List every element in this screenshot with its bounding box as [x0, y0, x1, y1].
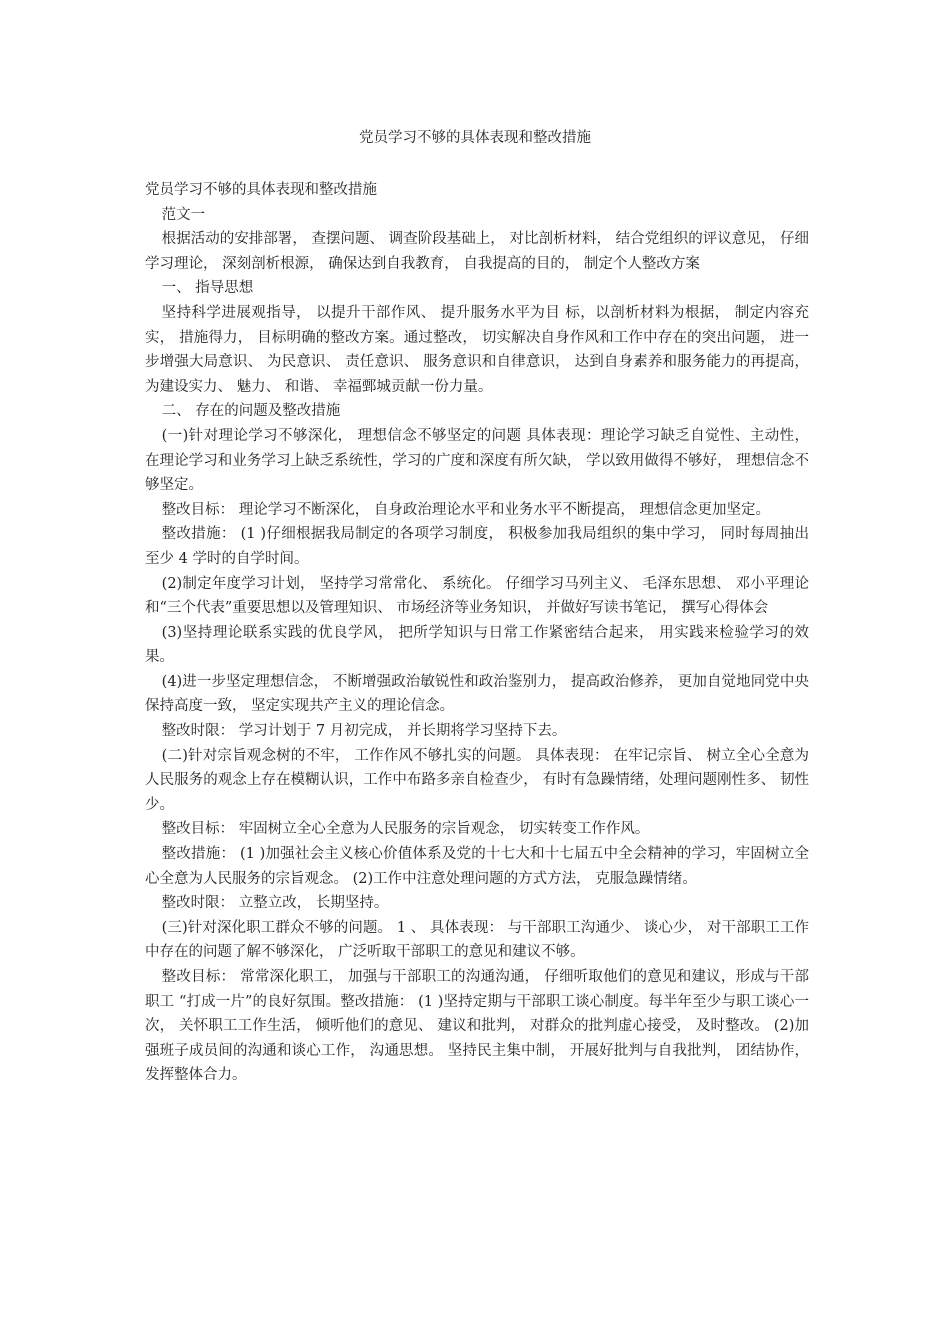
paragraph-goal-measure-3: 整改目标： 常常深化职工， 加强与干部职工的沟通沟通， 仔细听取他们的意见和建议，形成与干部职工 “打成一片”的良好氛围。整改措施： (1 )坚持定期与干部职工谈心制度。每半年至少与职工谈心一次， 关怀职工工作生活， 倾听他们的意见、 建议和批判， 对群众的批判虚心接受， 及时整改。 (2)加强班子成员间的沟通和谈心工作， 沟通思想。 坚持民主集中制， 开展好批判与自我批判， 团结协作，发挥整体合力。 — [145, 969, 809, 1084]
paragraph-measure-1-3: (3)坚持理论联系实践的优良学风， 把所学知识与日常工作紧密结合起来， 用实践来检验学习的效果。 — [145, 624, 809, 666]
paragraph-measure-1-2: (2)制定年度学习计划， 坚持学习常常化、 系统化。 仔细学习马列主义、 毛泽东思想、 邓小平理论和“三个代表”重要思想以及管理知识、 市场经济等业务知识， 并做好写读书笔记， 撰写心得体会 — [145, 575, 809, 617]
paragraph-problem-3: (三)针对深化职工群众不够的问题。 1 、 具体表现： 与干部职工沟通少、 谈心少， 对干部职工工作中存在的问题了解不够深化， 广泛听取干部职工的意见和建议不够。 — [145, 919, 809, 961]
document-subtitle: 党员学习不够的具体表现和整改措施 — [145, 182, 377, 198]
document-title: 党员学习不够的具体表现和整改措施 — [359, 130, 591, 146]
paragraph-goal-1: 整改目标： 理论学习不断深化， 自身政治理论水平和业务水平不断提高， 理想信念更加坚定。 — [161, 501, 770, 518]
paragraph-sample-label: 范文一 — [161, 206, 206, 223]
section-heading-guiding-thought: 一、 指导思想 — [161, 280, 254, 297]
paragraph-problem-1: (一)针对理论学习不够深化， 理想信念不够坚定的问题 具体表现：理论学习缺乏自觉性、主动性， 在理论学习和业务学习上缺乏系统性，学习的广度和深度有所欠缺， 学以致用做得不够好， 理想信念不够坚定。 — [145, 427, 809, 494]
paragraph-deadline-2: 整改时限： 立整立改， 长期坚持。 — [161, 895, 389, 912]
paragraph-measure-1-4: (4)进一步坚定理想信念， 不断增强政治敏锐性和政治鉴别力， 提高政治修养， 更加自觉地同党中央保持高度一致， 坚定实现共产主义的理论信念。 — [145, 673, 809, 715]
document-body — [145, 178, 809, 1088]
section-heading-problems: 二、 存在的问题及整改措施 — [161, 403, 341, 420]
paragraph-goal-2: 整改目标： 牢固树立全心全意为人民服务的宗旨观念， 切实转变工作作风。 — [161, 821, 650, 838]
paragraph-measure-2: 整改措施： (1 )加强社会主义核心价值体系及党的十七大和十七届五中全会精神的学习，牢固树立全心全意为人民服务的宗旨观念。 (2)工作中注意处理问题的方式方法， 克服急躁情绪。 — [145, 846, 809, 887]
paragraph-problem-2: (二)针对宗旨观念树的不牢， 工作作风不够扎实的问题。 具体表现： 在牢记宗旨、 树立全心全意为人民服务的观念上存在模糊认识，工作中布路多亲自检查少， 有时有急躁情绪，处理问题刚性多、 韧性少。 — [145, 747, 809, 813]
paragraph-guiding-thought: 坚持科学进展观指导， 以提升干部作风、 提升服务水平为目 标，以剖析材料为根据， 制定内容充实， 措施得力， 目标明确的整改方案。通过整改， 切实解决自身作风和工作中存在的突出问题， 进一步增强大局意识、 为民意识、 责任意识、 服务意识和自律意识， 达到自身素养和服务能力的再提高， 为建设实力、 魅力、 和谐、 幸福鄄城贡献一份力量。 — [145, 304, 809, 395]
paragraph-measure-1-1: 整改措施： (1 )仔细根据我局制定的各项学习制度， 积极参加我局组织的集中学习， 同时每周抽出至少 4 学时的自学时间。 — [145, 526, 809, 567]
paragraph-deadline-1: 整改时限： 学习计划于 7 月初完成， 并长期将学习坚持下去。 — [161, 723, 567, 740]
paragraph-intro: 根据活动的安排部署， 查摆问题、 调查阶段基础上， 对比剖析材料， 结合党组织的评议意见， 仔细学习理论， 深刻剖析根源， 确保达到自我教育， 自我提高的目的， 制定个人整改方案 — [145, 231, 809, 272]
